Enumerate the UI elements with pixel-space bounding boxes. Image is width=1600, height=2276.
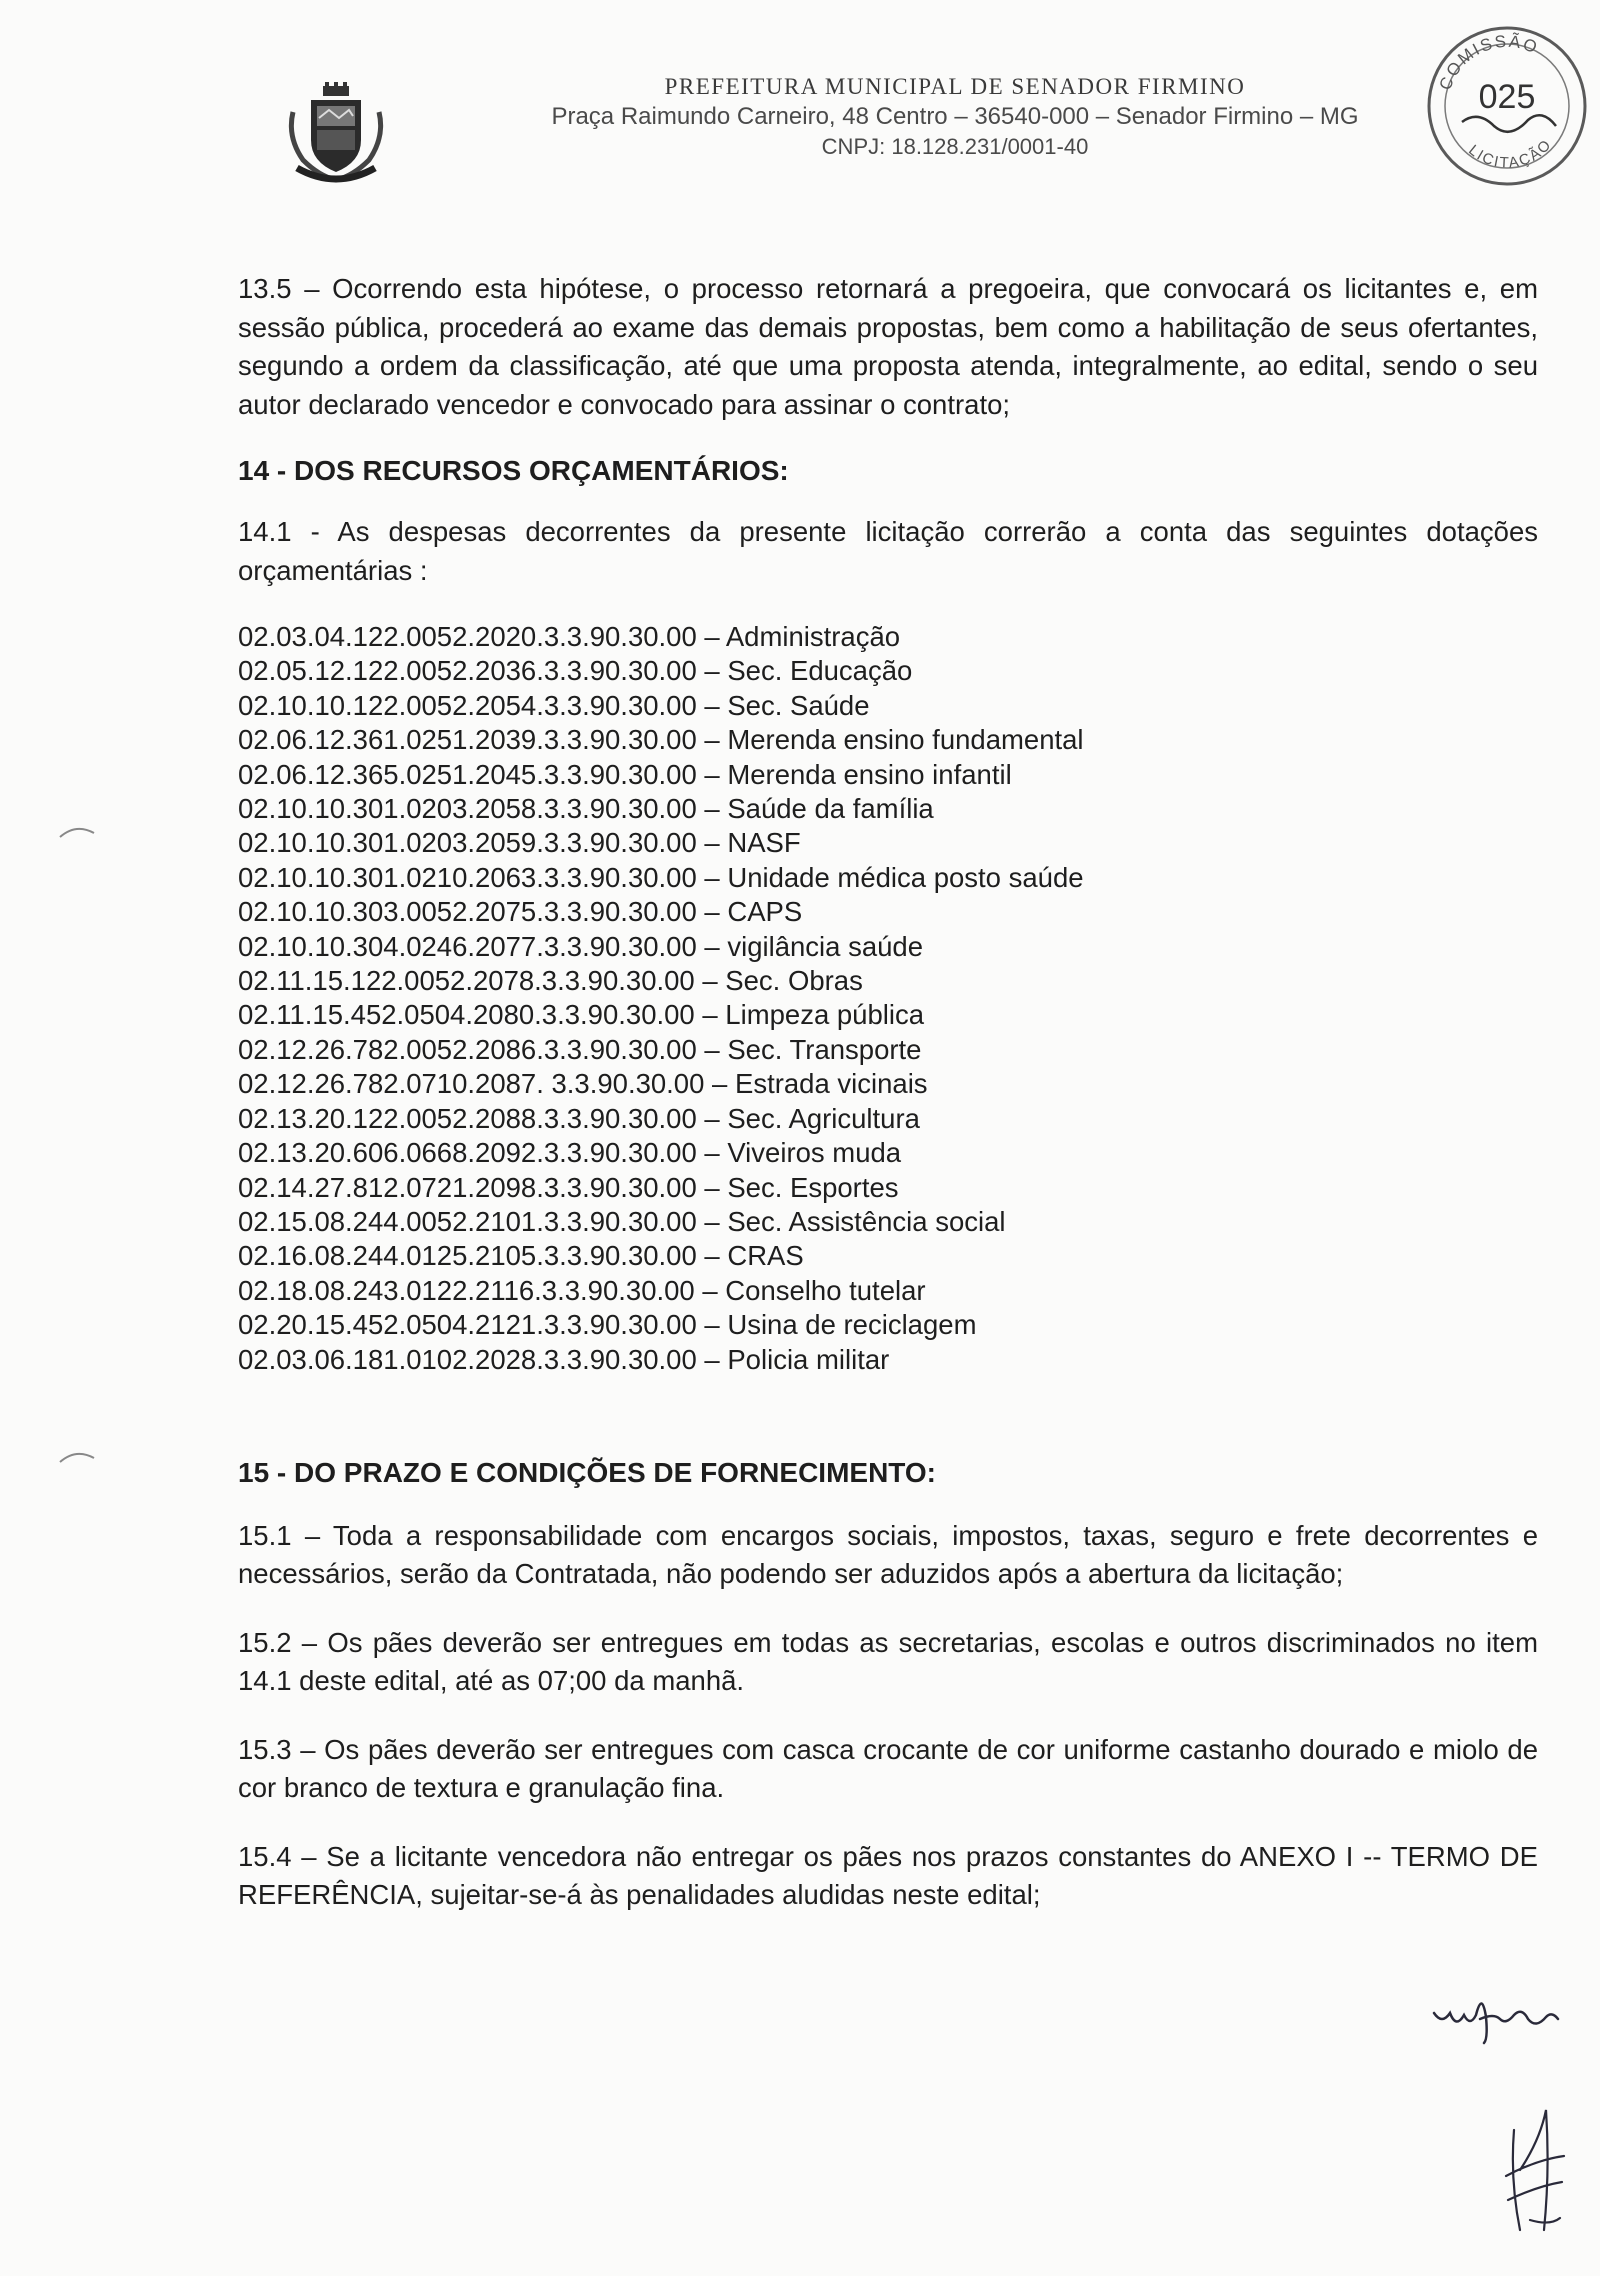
- svg-text:LICITAÇÃO: [1465, 136, 1555, 172]
- commission-stamp: [1418, 22, 1596, 190]
- municipality-cnpj: CNPJ: 18.128.231/0001-40: [821, 134, 1089, 159]
- heading-section-15: 15 - DO PRAZO E CONDIÇÕES DE FORNECIMENTO:: [238, 1456, 936, 1488]
- budget-allocation-item: 02.10.10.304.0246.2077.3.3.90.30.00 – vigilância saúde: [238, 930, 924, 962]
- budget-allocation-item: 02.16.08.244.0125.2105.3.3.90.30.00 – CRAS: [238, 1240, 804, 1272]
- heading-section-14: 14 - DOS RECURSOS ORÇAMENTÁRIOS:: [238, 455, 789, 486]
- municipality-address: Praça Raimundo Carneiro, 48 Centro – 36540-000 – Senador Firmino – MG: [551, 103, 1359, 130]
- paragraph-15-2: 15.2 – Os pães deverão ser entregues em todas as secretarias, escolas e outros discriminados no item 14.1 deste edital, até as 07;00 da manhã.: [238, 1626, 1538, 1697]
- budget-allocation-item: 02.03.04.122.0052.2020.3.3.90.30.00 – Administração: [238, 621, 901, 652]
- paragraph-13-5: 13.5 – Ocorrendo esta hipótese, o processo retornará a pregoeira, que convocará os licitantes e, em sessão pública, procederá ao exame das demais propostas, bem como a habilitação de seus ofertantes, segundo a ordem da classificação, até que uma proposta atenda, integralmente, ao edital, sendo o seu autor declarado vencedor e convocado para assinar o contrato;: [238, 273, 1538, 420]
- budget-allocation-item: 02.13.20.606.0668.2092.3.3.90.30.00 – Viveiros muda: [238, 1137, 902, 1169]
- stamp-label-bottom: LICITAÇÃO: [1465, 135, 1556, 172]
- budget-allocation-item: 02.14.27.812.0721.2098.3.3.90.30.00 – Sec. Esportes: [238, 1171, 899, 1203]
- municipality-name: PREFEITURA MUNICIPAL DE SENADOR FIRMINO: [664, 74, 1246, 99]
- budget-allocation-item: 02.06.12.365.0251.2045.3.3.90.30.00 – Merenda ensino infantil: [238, 758, 1012, 790]
- paragraph-15-4: 15.4 – Se a licitante vencedora não entregar os pães nos prazos constantes do ANEXO I -- TERMO DE REFERÊNCIA, sujeitar-se-á às penalidades aludidas neste edital;: [238, 1840, 1538, 1911]
- margin-mark: [58, 823, 98, 839]
- budget-allocation-item: 02.13.20.122.0052.2088.3.3.90.30.00 – Sec. Agricultura: [238, 1102, 920, 1134]
- budget-allocations-list: [238, 620, 1538, 1377]
- stamp-label-top: COMISSÃO: [1435, 31, 1542, 93]
- document-body: [238, 270, 1538, 1915]
- budget-allocation-item: 02.18.08.243.0122.2116.3.3.90.30.00 – Conselho tutelar: [238, 1274, 926, 1306]
- budget-allocation-item: 02.10.10.301.0203.2058.3.3.90.30.00 – Saúde da família: [238, 793, 934, 825]
- budget-allocation-item: 02.03.06.181.0102.2028.3.3.90.30.00 – Policia militar: [238, 1343, 890, 1375]
- paragraph-15-1: 15.1 – Toda a responsabilidade com encargos sociais, impostos, taxas, seguro e frete decorrentes e necessários, serão da Contratada, não podendo ser aduzidos após a abertura da licitação;: [238, 1519, 1538, 1590]
- letterhead: [480, 72, 1430, 162]
- budget-allocation-item: 02.10.10.301.0210.2063.3.3.90.30.00 – Unidade médica posto saúde: [238, 861, 1084, 893]
- municipal-crest-icon: [283, 82, 389, 188]
- budget-allocation-item: 02.12.26.782.0710.2087. 3.3.90.30.00 – Estrada vicinais: [238, 1068, 928, 1100]
- budget-allocation-item: 02.20.15.452.0504.2121.3.3.90.30.00 – Usina de reciclagem: [238, 1309, 977, 1341]
- budget-allocation-item: 02.10.10.122.0052.2054.3.3.90.30.00 – Sec. Saúde: [238, 689, 870, 721]
- handwritten-initials: [1500, 2100, 1570, 2240]
- budget-allocation-item: 02.15.08.244.0052.2101.3.3.90.30.00 – Sec. Assistência social: [238, 1205, 1006, 1237]
- handwritten-signature: [1430, 1985, 1570, 2045]
- budget-allocation-item: 02.10.10.303.0052.2075.3.3.90.30.00 – CAPS: [238, 896, 803, 928]
- budget-allocation-item: 02.10.10.301.0203.2059.3.3.90.30.00 – NASF: [238, 827, 801, 859]
- paragraph-14-1: 14.1 - As despesas decorrentes da presente licitação correrão a conta das seguintes dotações orçamentárias :: [238, 516, 1538, 586]
- budget-allocation-item: 02.05.12.122.0052.2036.3.3.90.30.00 – Sec. Educação: [238, 655, 913, 687]
- stamp-page-number: 025: [1478, 78, 1536, 116]
- budget-allocation-item: 02.12.26.782.0052.2086.3.3.90.30.00 – Sec. Transporte: [238, 1033, 922, 1065]
- budget-allocation-item: 02.11.15.452.0504.2080.3.3.90.30.00 – Limpeza pública: [238, 999, 925, 1031]
- margin-mark: [58, 1448, 98, 1464]
- paragraph-15-3: 15.3 – Os pães deverão ser entregues com casca crocante de cor uniforme castanho dourado e miolo de cor branco de textura e granulação fina.: [238, 1733, 1538, 1804]
- budget-allocation-item: 02.11.15.122.0052.2078.3.3.90.30.00 – Sec. Obras: [238, 965, 863, 997]
- budget-allocation-item: 02.06.12.361.0251.2039.3.3.90.30.00 – Merenda ensino fundamental: [238, 724, 1084, 756]
